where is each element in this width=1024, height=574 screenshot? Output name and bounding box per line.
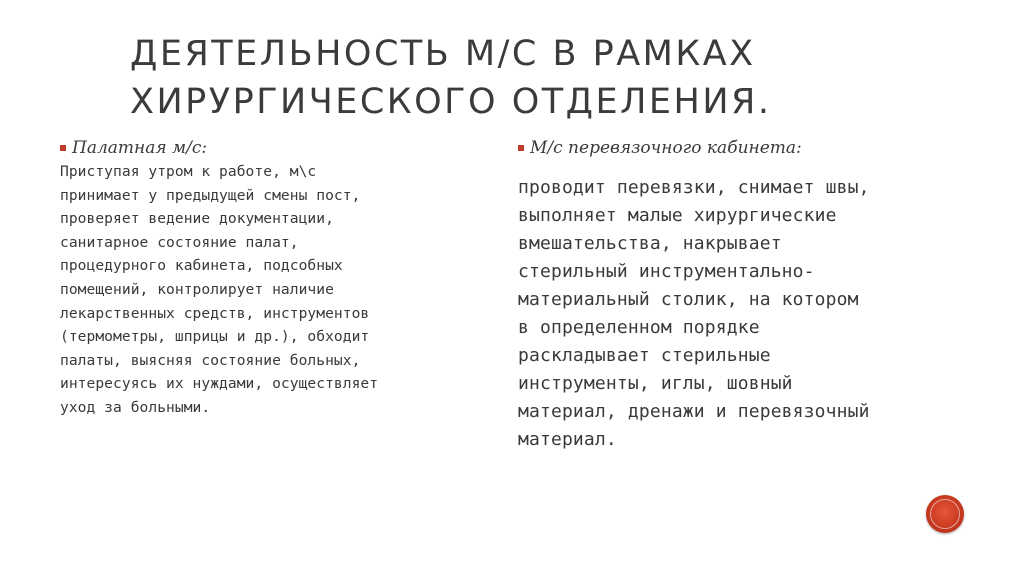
bullet-icon [518, 145, 524, 151]
left-heading: Палатная м/с: [72, 138, 208, 158]
circle-nav-icon[interactable] [926, 495, 964, 533]
right-heading-row [518, 137, 998, 159]
right-heading: М/с перевязочного кабинета: [530, 138, 802, 158]
left-heading-row [60, 137, 510, 159]
right-body-text: проводит перевязки, снимает швы, выполняет малые хирургические вмешательства, накрывает стерильный инструментально- материальный столик, на котором в определенном порядке раскладывает стерильные инструменты, иглы, шовный материал, дренажи и перевязочный материал. [518, 177, 870, 450]
slide-title: ДЕЯТЕЛЬНОСТЬ М/С В РАМКАХ ХИРУРГИЧЕСКОГО ОТДЕЛЕНИЯ. [130, 34, 772, 122]
bullet-icon [60, 145, 66, 151]
left-column [60, 137, 510, 420]
left-body-text: Приступая утром к работе, м\с принимает у предыдущей смены пост, проверяет ведение документации, санитарное состояние палат, процедурного кабинета, подсобных помещений, контролирует наличие лекарственных средств, инструментов (термометры, шприцы и др.), обходит палаты, выясняя состояние больных, интересуясь их нуждами, осуществляет уход за больными. [60, 163, 379, 416]
right-column [518, 137, 998, 454]
